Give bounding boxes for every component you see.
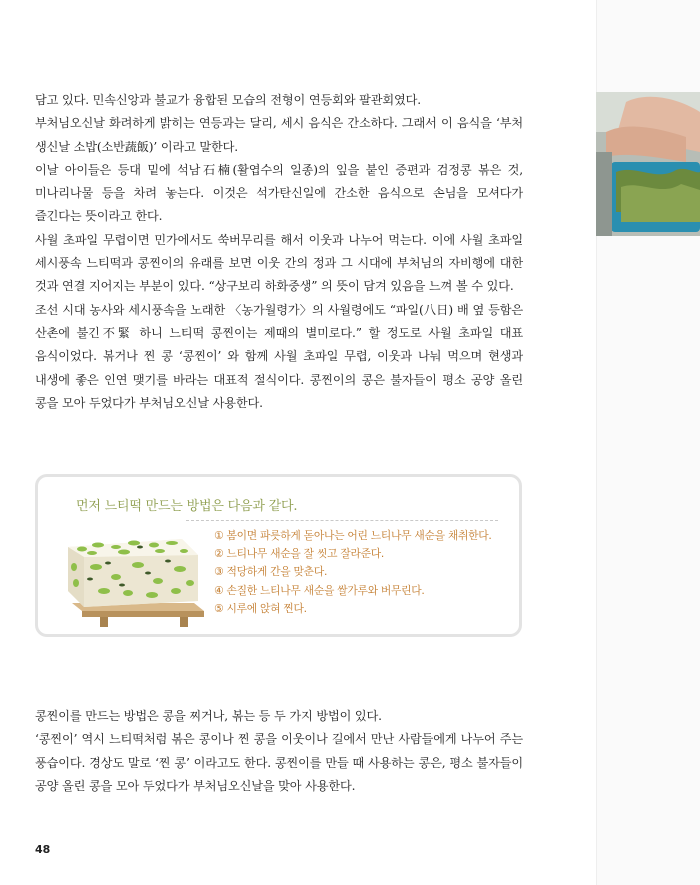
recipe-step: ⑤ 시루에 앉혀 찐다. bbox=[214, 601, 307, 615]
side-photo bbox=[596, 92, 700, 236]
paragraph: 사월 초파일 무렵이면 민가에서도 쑥버무리를 해서 이웃과 나누어 먹는다. 이에 사월 초파일 세시풍속 느티떡과 콩찐이의 유래를 보면 이웃 간의 정과 그 시대에 부처님의 자비행에 대한 것과 연결 지어지는 부분이 있다. “상구보리 하화중생” 의 뜻이 담겨 있음을 느껴 볼 수 있다. bbox=[35, 232, 523, 294]
page-number: 48 bbox=[35, 843, 51, 856]
paragraph: 담고 있다. 민속신앙과 불교가 융합된 모습의 전형이 연등회와 팔관회였다. bbox=[35, 93, 421, 107]
paragraph: ‘콩찐이’ 역시 느티떡처럼 볶은 콩이나 찐 콩을 이웃이나 길에서 만난 사람들에게 나누어 주는 풍습이다. 경상도 말로 ‘찐 콩’ 이라고도 한다. 콩찐이를 만들 때 사용하는 콩은, 평소 불자들이 공양 올린 콩을 모아 두었다가 부처님오신날을 맞아 사용한다. bbox=[35, 732, 523, 793]
cake-illustration bbox=[64, 533, 206, 629]
recipe-divider bbox=[186, 520, 498, 521]
body-text-bottom bbox=[35, 705, 523, 798]
paragraph: 이날 아이들은 등대 밑에 석남石楠(활엽수의 일종)의 잎을 붙인 증편과 검정콩 볶은 것, 미나리나물 등을 차려 놓는다. 이것은 석가탄신일에 간소한 음식으로 손님을 모셔다가 즐긴다는 뜻이라고 한다. bbox=[35, 162, 523, 224]
recipe-steps bbox=[214, 527, 492, 618]
paragraph: 콩찐이를 만드는 방법은 콩을 찌거나, 볶는 등 두 가지 방법이 있다. bbox=[35, 709, 382, 723]
recipe-box bbox=[35, 474, 522, 637]
recipe-title: 먼저 느티떡 만드는 방법은 다음과 같다. bbox=[76, 499, 298, 514]
neutitteok-rice-cake-on-tray-icon bbox=[64, 533, 206, 629]
recipe-step: ③ 적당하게 간을 맞춘다. bbox=[214, 565, 328, 579]
recipe-step: ① 봄이면 파릇하게 돋아나는 어린 느티나무 새순을 채취한다. bbox=[214, 529, 492, 542]
paragraph: 부처님오신날 화려하게 밝히는 연등과는 달리, 세시 음식은 간소하다. 그래서 이 음식을 ‘부처 생신날 소밥(소반蔬飯)’ 이라고 말한다. bbox=[35, 116, 523, 154]
recipe-step: ② 느티나무 새순을 잘 씻고 잘라준다. bbox=[214, 547, 384, 561]
paragraph: 조선 시대 농사와 세시풍속을 노래한 〈농가월령가〉의 사월령에도 “파일(八日) 배 옆 등함은 산촌에 불긴不緊 하니 느티떡 콩찐이는 제때의 별미로다.” 할 정도로 사월 초파일 대표 음식이었다. 볶거나 찐 콩 ‘콩찐이’ 와 함께 사월 초파일 무렵, 이웃과 나눠 먹으며 현생과 내생에 좋은 인연 맺기를 바라는 대표적 절식이다. 콩찐이의 콩은 불자들이 평소 공양 올린 콩을 모아 두었다가 부처님오신날 사용한다. bbox=[35, 302, 523, 410]
hands-packing-greens-photo-icon bbox=[596, 92, 700, 236]
body-text-top bbox=[35, 89, 523, 415]
recipe-step: ④ 손질한 느티나무 새순을 쌀가루와 버무린다. bbox=[214, 583, 425, 597]
